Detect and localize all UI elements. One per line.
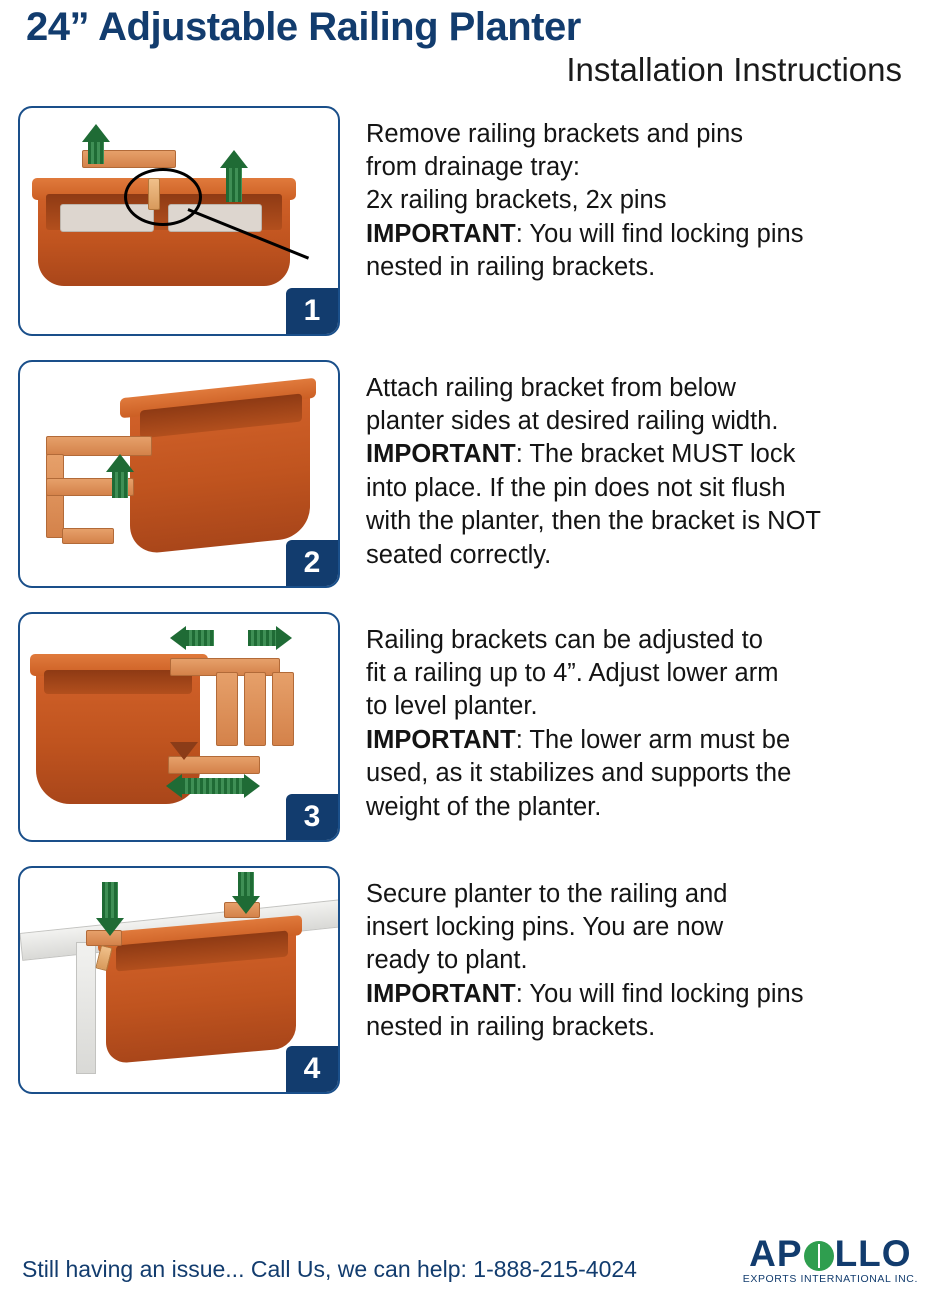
step-text-line: to level planter. (366, 692, 538, 721)
down-arrow-icon (102, 882, 118, 918)
down-arrow-icon (238, 872, 254, 896)
railing-post-illustration (76, 942, 96, 1074)
step-1 (18, 106, 922, 336)
step-text-line: used, as it stabilizes and supports the (366, 759, 792, 788)
important-label: IMPORTANT (366, 979, 516, 1008)
step-text-line: Railing brackets can be adjusted to (366, 625, 763, 654)
down-arrow-icon (170, 742, 198, 760)
step-3-text (340, 612, 922, 824)
up-arrow-icon (106, 454, 134, 472)
step-text-line: weight of the planter. (366, 792, 602, 821)
step-text-line: Remove railing brackets and pins (366, 119, 744, 148)
step-text-line-important (366, 438, 922, 471)
step-number-badge: 2 (286, 540, 338, 586)
step-4-text (340, 866, 922, 1045)
page-title: 24” Adjustable Railing Planter (26, 5, 581, 49)
step-text-line: with the planter, then the bracket is NOT (366, 507, 821, 536)
step-2-text (340, 360, 922, 572)
step-4 (18, 866, 922, 1094)
left-arrow-icon (170, 626, 186, 650)
callout-circle (124, 168, 202, 226)
logo-text-part2: LLO (834, 1233, 912, 1274)
step-number-badge: 3 (286, 794, 338, 840)
up-arrow-icon (226, 168, 242, 202)
important-label: IMPORTANT (366, 725, 516, 754)
logo-text-part1: AP (749, 1233, 803, 1274)
step-text-line: nested in railing brackets. (366, 1013, 656, 1042)
step-text-line: Secure planter to the railing and (366, 879, 728, 908)
step-2-image (18, 360, 340, 588)
bracket-foot-illustration (62, 528, 114, 544)
important-label: IMPORTANT (366, 219, 516, 248)
step-2 (18, 360, 922, 588)
up-arrow-icon (220, 150, 248, 168)
important-text: : You will find locking pins (515, 979, 804, 1008)
step-1-image (18, 106, 340, 336)
up-arrow-icon (112, 472, 128, 498)
up-arrow-icon (82, 124, 110, 142)
step-text-line: from drainage tray: (366, 152, 581, 181)
globe-icon (804, 1241, 834, 1271)
step-text-line: 2x railing brackets, 2x pins (366, 186, 667, 215)
step-text-line: Attach railing bracket from below (366, 373, 736, 402)
step-text-line: into place. If the pin does not sit flush (366, 473, 786, 502)
step-number-badge: 1 (286, 288, 338, 334)
important-label: IMPORTANT (366, 440, 516, 469)
important-text: : The lower arm must be (515, 725, 791, 754)
railing-bracket-illustration (46, 436, 152, 456)
step-number-badge: 4 (286, 1046, 338, 1092)
step-text-line-important (366, 218, 922, 251)
up-arrow-icon (88, 142, 104, 164)
important-text: : You will find locking pins (515, 219, 804, 248)
bracket-vertical-arm-illustration (216, 672, 238, 746)
step-1-text (340, 106, 922, 285)
left-arrow-icon (166, 774, 182, 798)
page-footer (0, 1219, 944, 1297)
left-arrow-icon (186, 630, 214, 646)
right-arrow-icon (244, 774, 260, 798)
step-text-line: planter sides at desired railing width. (366, 406, 779, 435)
bracket-vertical-arm-illustration (46, 454, 64, 538)
step-text-line: insert locking pins. You are now (366, 912, 724, 941)
apollo-logo (743, 1235, 918, 1285)
down-arrow-icon (232, 896, 260, 914)
right-arrow-icon (248, 630, 276, 646)
step-4-image (18, 866, 340, 1094)
instruction-steps (0, 106, 944, 1094)
left-right-arrow-icon (182, 778, 244, 794)
logo-subtitle: EXPORTS INTERNATIONAL INC. (742, 1273, 918, 1285)
down-arrow-icon (96, 918, 124, 936)
bracket-vertical-arm-illustration (244, 672, 266, 746)
step-3-image (18, 612, 340, 842)
step-text-line: ready to plant. (366, 946, 528, 975)
step-text-line: fit a railing up to 4”. Adjust lower arm (366, 658, 779, 687)
step-text-line: seated correctly. (366, 540, 552, 569)
step-3 (18, 612, 922, 842)
right-arrow-icon (276, 626, 292, 650)
page-header (0, 0, 944, 90)
step-text-line-important (366, 978, 922, 1011)
step-text-line-important (366, 724, 922, 757)
important-text: : The bracket MUST lock (515, 440, 796, 469)
support-help-text: Still having an issue... Call Us, we can help: 1-888-215-4024 (22, 1256, 637, 1282)
page-subtitle: Installation Instructions (566, 51, 902, 88)
bracket-vertical-arm-illustration (272, 672, 294, 746)
logo-wordmark (743, 1235, 918, 1272)
step-text-line: nested in railing brackets. (366, 253, 656, 282)
